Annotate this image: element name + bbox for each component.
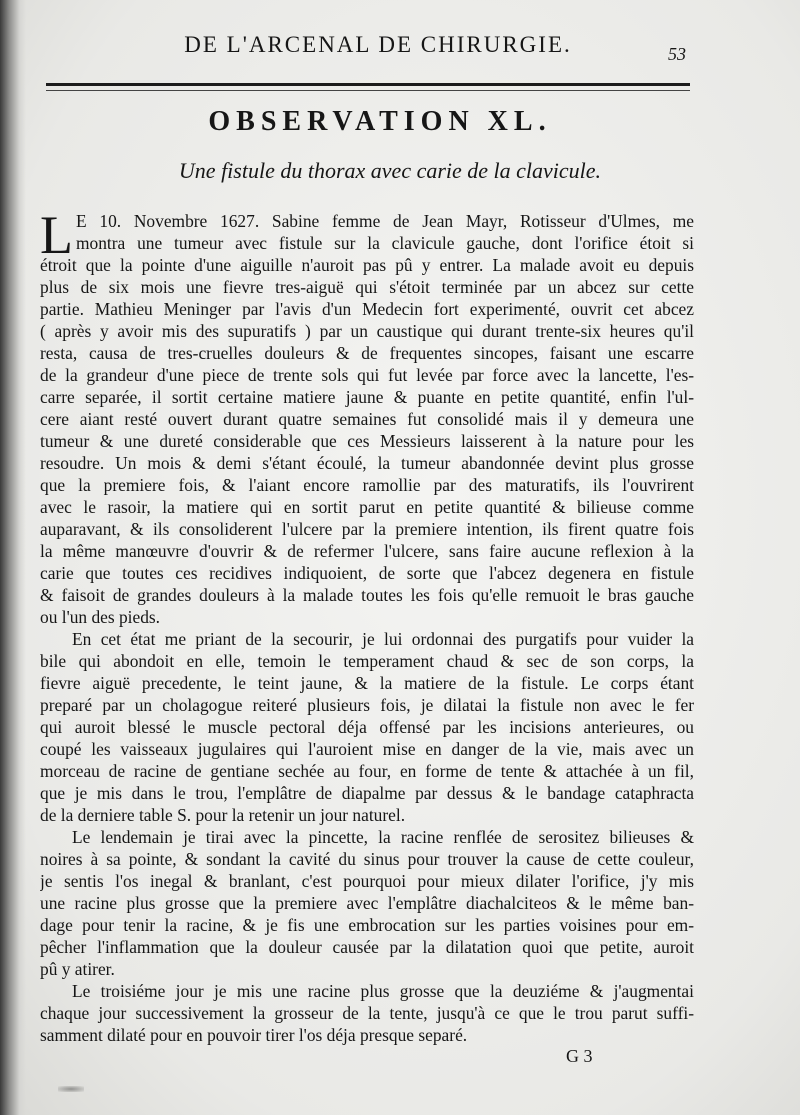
text-line: qui auroit blessé le muscle pectoral déja offensé par les incisions anterieures, ou xyxy=(40,717,694,737)
text-line: la même manœuvre d'ouvrir & de refermer l'ulcere, sans faire aucune reflexion à la xyxy=(40,541,694,561)
observation-title: OBSERVATION XL. xyxy=(208,106,552,137)
text-line: & faisoit de grandes douleurs à la malade toutes les fois qu'elle remuoit le bras gauche xyxy=(40,585,694,605)
text-line: dage pour tenir la racine, & je fis une embrocation sur les parties voisines pour em- xyxy=(40,915,694,935)
text-line: je sentis l'os inegal & branlant, c'est pourquoi pour mieux dilater l'orifice, j'y mis xyxy=(40,871,694,891)
text-line: de la derniere table S. pour la retenir un jour naturel. xyxy=(40,805,406,825)
text-line: samment dilaté pour en pouvoir tirer l'os déja presque separé. xyxy=(40,1025,468,1045)
page-number: 53 xyxy=(668,44,686,64)
observation-subtitle: Une fistule du thorax avec carie de la clavicule. xyxy=(178,158,602,183)
binding-shadow xyxy=(0,0,26,1115)
text-line: que je mis dans le trou, l'emplâtre de diapalme par dessus & le bandage cataphracta xyxy=(40,783,694,803)
header-rule xyxy=(46,83,690,91)
text-line: resta, causa de tres-cruelles douleurs & de frequentes sincopes, faisant une escarre xyxy=(40,343,694,363)
text-line: E 10. Novembre 1627. Sabine femme de Jean Mayr, Rotisseur d'Ulmes, me xyxy=(76,211,694,231)
text-line: noires à sa pointe, & sondant la cavité du sinus pour trouver la cause de cette couleur, xyxy=(40,849,694,869)
text-line: carie que toutes ces recidives indiquoient, de sorte que l'abcez degenera en fistule xyxy=(40,563,694,583)
text-line: ( après y avoir mis des supuratifs ) par un caustique qui durant trente-six heures qu'il xyxy=(40,321,694,341)
text-line: chaque jour successivement la grosseur de la tente, jusqu'à ce que le trou parut suffi- xyxy=(40,1003,694,1023)
text-line: ou l'un des pieds. xyxy=(40,607,161,627)
text-line: avec le rasoir, la matiere qui en sortit parut en petite quantité & bilieuse comme xyxy=(40,497,694,517)
text-line: tumeur & une dureté considerable que ces Messieurs laisserent à la nature pour les xyxy=(40,431,694,451)
text-line: une racine plus grosse que la premiere avec l'emplâtre diachalciteos & le même ban- xyxy=(40,893,694,913)
text-line: morceau de racine de gentiane sechée au four, en forme de tente & attachée à un fil, xyxy=(40,761,694,781)
ink-smudge xyxy=(58,1086,84,1092)
signature-mark: G 3 xyxy=(566,1046,593,1066)
text-line: coupé les vaisseaux jugulaires qui l'auroient mise en danger de la vie, mais avec un xyxy=(40,739,694,759)
text-line: En cet état me priant de la secourir, je lui ordonnai des purgatifs pour vuider la xyxy=(72,629,694,649)
text-line: montra une tumeur avec fistule sur la clavicule gauche, dont l'orifice étoit si xyxy=(76,233,694,253)
text-line: que la premiere fois, & l'aiant encore ramollie par des maturatifs, ils l'ouvrirent xyxy=(40,475,694,495)
text-line: pû y atirer. xyxy=(40,959,115,979)
text-line: étroit que la pointe d'une aiguille n'auroit pas pû y entrer. La malade avoit eu depuis xyxy=(40,255,694,275)
text-line: auparavant, & ils consoliderent l'ulcere par la premiere intention, ils firent quatre fois xyxy=(40,519,694,539)
body-text xyxy=(40,205,694,1046)
text-line: fievre aiguë precedente, le teint jaune, & la matiere de la fistule. Le corps étant xyxy=(40,673,694,693)
text-line: carre separée, il sortit certaine matiere jaune & puante en petite quantité, enfin l'ul- xyxy=(40,387,694,407)
text-line: resoudre. Un mois & demi s'étant écoulé, la tumeur abandonnée devint plus grosse xyxy=(40,453,694,473)
drop-cap: L xyxy=(40,205,73,265)
text-line: plus de six mois une fievre tres-aiguë qui s'étoit terminée par un abcez sur cette xyxy=(40,277,694,297)
text-line: de la grandeur d'une piece de trente sols qui fut levée par force avec la lancette, l'es- xyxy=(40,365,694,385)
text-line: cere aiant resté ouvert durant quatre semaines fut consolidé mais il y demeura une xyxy=(40,409,694,429)
text-line: bile qui abondoit en elle, temoin le temperament chaud & sec de son corps, la xyxy=(40,651,694,671)
text-line: preparé par un cholagogue reiteré plusieurs fois, je dilatai la fistule non avec le fer xyxy=(40,695,694,715)
text-line: Le troisiéme jour je mis une racine plus grosse que la deuziéme & j'augmentai xyxy=(72,981,694,1001)
text-line: Le lendemain je tirai avec la pincette, la racine renflée de serositez bilieuses & xyxy=(72,827,694,847)
text-line: partie. Mathieu Meninger par l'avis d'un Medecin fort experimenté, ouvrit cet abcez xyxy=(40,299,694,319)
running-head: DE L'ARCENAL DE CHIRURGIE. xyxy=(184,32,572,57)
text-line: pêcher l'inflammation que la douleur causée par la dilatation quoi que petite, auroit xyxy=(40,937,694,957)
